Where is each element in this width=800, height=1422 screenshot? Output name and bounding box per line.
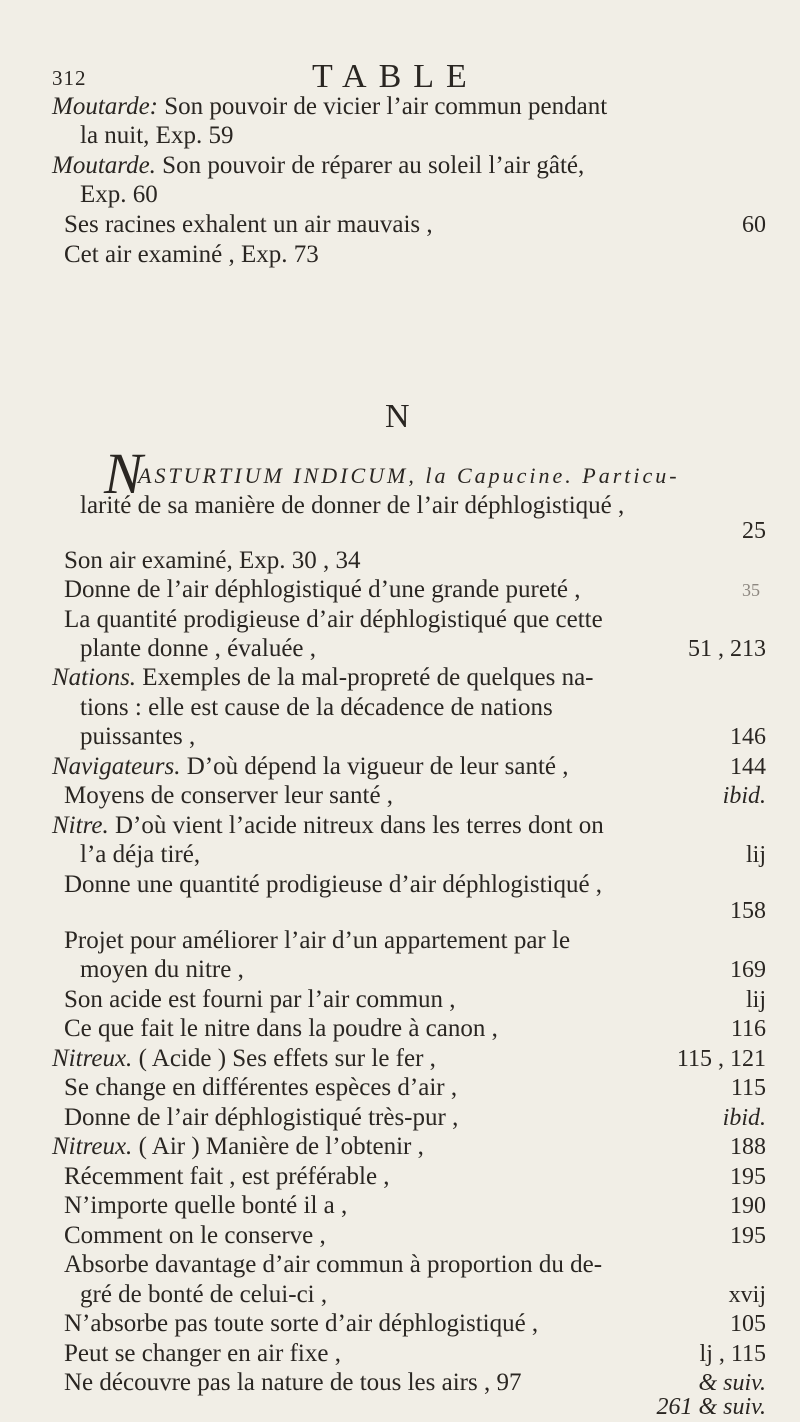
index-line: Ne découvre pas la nature de tous les airs , 97 bbox=[64, 1369, 522, 1396]
page-reference: ibid. bbox=[722, 1105, 766, 1131]
page-reference: 144 bbox=[730, 754, 766, 780]
index-line: Se change en différentes espèces d’air , bbox=[64, 1074, 458, 1101]
index-line: Navigateurs. D’où dépend la vigueur de leur santé , bbox=[52, 753, 569, 780]
index-line: La quantité prodigieuse d’air déphlogistiqué que cette bbox=[64, 606, 603, 633]
page-reference: xvij bbox=[728, 1282, 766, 1308]
index-line: N’importe quelle bonté il a , bbox=[64, 1192, 348, 1219]
index-line: tions : elle est cause de la décadence de nations bbox=[80, 694, 553, 721]
page-reference: lj , 115 bbox=[699, 1341, 766, 1367]
index-line: Moutarde: Son pouvoir de vicier l’air commun pendant bbox=[52, 93, 608, 120]
index-line: Moyens de conserver leur santé , bbox=[64, 782, 394, 809]
page-reference: 188 bbox=[730, 1134, 766, 1160]
index-line: Nitre. D’où vient l’acide nitreux dans les terres dont on bbox=[52, 812, 604, 839]
index-line: plante donne , évaluée , bbox=[80, 635, 317, 662]
page-reference: 261 & suiv. bbox=[656, 1394, 766, 1420]
index-line: Nations. Exemples de la mal-propreté de quelques na- bbox=[52, 664, 594, 691]
page-reference: 115 bbox=[730, 1075, 766, 1101]
index-line: Projet pour améliorer l’air d’un appartement par le bbox=[64, 927, 571, 954]
page-reference: 190 bbox=[730, 1193, 766, 1219]
index-line: Comment on le conserve , bbox=[64, 1222, 326, 1249]
index-line: N’absorbe pas toute sorte d’air déphlogistiqué , bbox=[64, 1310, 539, 1337]
initial-capital: N bbox=[104, 441, 143, 506]
page-reference: 115 , 121 bbox=[676, 1046, 766, 1072]
section-letter: N bbox=[385, 398, 410, 435]
page-reference: & suiv. bbox=[698, 1370, 766, 1396]
index-line: Récemment fait , est préférable , bbox=[64, 1163, 390, 1190]
index-line: Donne une quantité prodigieuse d’air déphlogistiqué , bbox=[64, 871, 603, 898]
page-reference: lij bbox=[745, 987, 766, 1013]
index-line: Nitreux. ( Air ) Manière de l’obtenir , bbox=[52, 1133, 424, 1160]
index-line: l’a déja tiré, bbox=[80, 841, 201, 868]
page-reference: ibid. bbox=[722, 783, 766, 809]
index-line: Peut se changer en air fixe , bbox=[64, 1340, 341, 1367]
index-line: Ses racines exhalent un air mauvais , bbox=[64, 211, 433, 238]
index-line: moyen du nitre , bbox=[80, 956, 244, 983]
page-reference: 60 bbox=[742, 212, 766, 238]
page-number: 312 bbox=[52, 66, 87, 90]
index-line: Moutarde. Son pouvoir de réparer au soleil l’air gâté, bbox=[52, 152, 585, 179]
index-line: puissantes , bbox=[80, 723, 196, 750]
index-line: Cet air examiné , Exp. 73 bbox=[64, 241, 319, 268]
page-reference: 195 bbox=[730, 1223, 766, 1249]
page-reference: 116 bbox=[730, 1016, 766, 1042]
index-line: Exp. 60 bbox=[80, 181, 158, 208]
index-line: ASTURTIUM INDICUM, la Capucine. Particu- bbox=[138, 463, 680, 488]
index-line: Son air examiné, Exp. 30 , 34 bbox=[64, 547, 361, 574]
index-line: la nuit, Exp. 59 bbox=[80, 122, 234, 149]
index-line: Nitreux. ( Acide ) Ses effets sur le fer , bbox=[52, 1045, 436, 1072]
index-line: larité de sa manière de donner de l’air déphlogistiqué , bbox=[80, 492, 625, 519]
page-reference: 195 bbox=[730, 1164, 766, 1190]
page-reference: 146 bbox=[730, 724, 766, 750]
page-reference: 105 bbox=[730, 1311, 766, 1337]
index-line: Ce que fait le nitre dans la poudre à canon , bbox=[64, 1015, 498, 1042]
index-line: gré de bonté de celui-ci , bbox=[80, 1281, 328, 1308]
page-reference: 158 bbox=[730, 898, 766, 924]
index-line: Donne de l’air déphlogistiqué d’une grande pureté , bbox=[64, 576, 581, 603]
index-line: Absorbe davantage d’air commun à proportion du de- bbox=[64, 1251, 603, 1278]
page-title: TABLE bbox=[312, 58, 479, 95]
page-reference: 51 , 213 bbox=[688, 636, 766, 662]
page-reference: 169 bbox=[730, 957, 766, 983]
index-line: Son acide est fourni par l’air commun , bbox=[64, 986, 456, 1013]
page-reference: lij bbox=[745, 842, 766, 868]
index-line: Donne de l’air déphlogistiqué très-pur , bbox=[64, 1104, 459, 1131]
page-reference: 35 bbox=[742, 580, 760, 600]
page-reference: 25 bbox=[742, 518, 766, 544]
